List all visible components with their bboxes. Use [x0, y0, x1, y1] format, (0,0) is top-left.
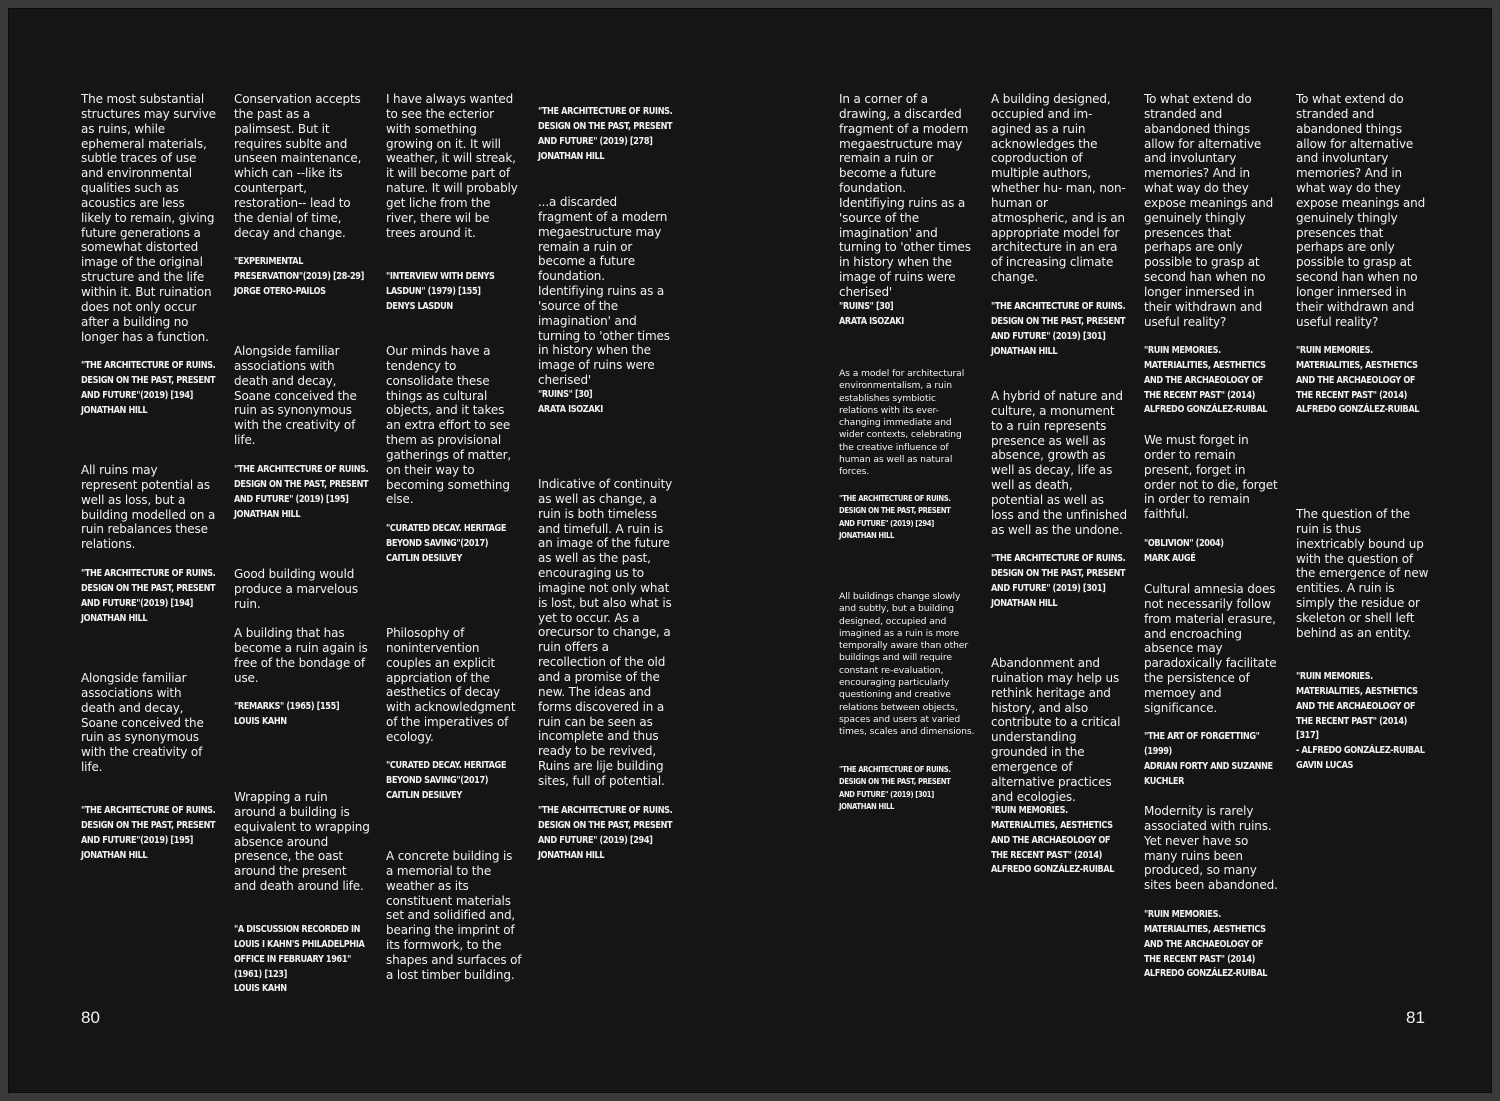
quote-text: In a corner of a drawing, a discarded fragment of a modern megaestructure may remain a ruin or become a future foundation. Identifiying ruins as a 'source of the imagination' and turning to 'other times in history when the image of ruins were cherised': [839, 92, 971, 299]
citation-source: "OBLIVION" (2004): [1144, 538, 1224, 549]
quote-text: To what extend do stranded and abandoned things allow for alternative and involuntary memories? And in what way do they expose meanings and genuinely thingly presences that perhaps are only possible to grasp at second han when no longer inmersed in their withdrawn and useful reality?: [1296, 92, 1426, 329]
quote-entry: [386, 344, 522, 507]
citation-author: - ALFREDO GONZÁLEZ-RUIBAL: [1296, 745, 1425, 757]
citation-source: "THE ARCHITECTURE OF RUINS. DESIGN ON THE PAST, PRESENT AND FUTURE" (2019) [301]: [991, 301, 1126, 342]
citation: [839, 764, 989, 813]
citation-author: CAITLIN DESILVEY: [386, 789, 462, 801]
quote-text: Alongside familiar associations with death and decay, Soane conceived the ruin as synonymous with the creativity of life.: [81, 671, 204, 775]
citation: [234, 700, 392, 730]
citation-author: ALFREDO GONZÁLEZ-RUIBAL: [991, 864, 1115, 876]
citation-author: LOUIS KAHN: [234, 983, 287, 995]
quote-entry: [991, 92, 1127, 285]
quote-entry: [1144, 582, 1280, 716]
quote-text: Indicative of continuity as well as change, a ruin is both timeless and timefull. A ruin is an image of the future as well as the past, encouraging us to imagine not only what is lost, but also what is yet to occur. As a orecursor to change, a ruin offers a recollection of the old and a promise of the new. The ideas and forms discovered in a ruin can be seen as incomplete and thus ready to be revived, Ruins are lije building sites, full of potential.: [538, 477, 673, 788]
citation-author: ADRIAN FORTY AND SUZANNE KUCHLER: [1144, 760, 1273, 787]
citation-source: "INTERVIEW WITH DENYS LASDUN" (1979) [155]: [386, 271, 495, 297]
citation-author: JONATHAN HILL: [538, 150, 605, 162]
citation-author: MARK AUGÉ: [1144, 552, 1196, 564]
citation: [538, 804, 696, 863]
quote-text: Philosophy of nonintervention couples an explicit apprciation of the aesthetics of decay with acknowledgment of the imperatives of ecology.: [386, 626, 516, 744]
quote-entry: [1296, 92, 1432, 330]
citation: [538, 388, 696, 418]
citation-source: "THE ARCHITECTURE OF RUINS. DESIGN ON THE PAST, PRESENT AND FUTURE" (2019) [294]: [839, 494, 951, 528]
quote-entry: [386, 92, 522, 240]
citation-source: "RUINS" [30]: [839, 301, 894, 312]
citation: [991, 804, 1149, 878]
citation-author: JONATHAN HILL: [839, 530, 894, 540]
citation-source: "A DISCUSSION RECORDED IN LOUIS I KAHN'S PHILADELPHIA OFFICE IN FEBRUARY 1961" (1961) [123]: [234, 924, 365, 980]
quote-entry: [81, 463, 217, 552]
citation-author: JONATHAN HILL: [81, 404, 148, 416]
citation-author: JONATHAN HILL: [81, 612, 148, 624]
citation-author: JORGE OTERO-PAILOS: [234, 285, 326, 297]
page-number-left: 80: [81, 1008, 100, 1027]
quote-text: Cultural amnesia does not necessarily follow from material erasure, and encroaching absence may paradoxically facilitate the persistence of memoey and significance.: [1144, 582, 1277, 715]
quote-entry: [1144, 433, 1280, 522]
citation-source: "THE ARCHITECTURE OF RUINS. DESIGN ON THE PAST, PRESENT AND FUTURE" (2019) [301]: [839, 765, 951, 799]
quote-entry: [991, 656, 1127, 804]
quote-entry: [839, 368, 975, 479]
quote-text: To what extend do stranded and abandoned things allow for alternative and involuntary memories? And in what way do they expose meanings and genuinely thingly presences that perhaps are only possible to grasp at second han when no longer inmersed in their withdrawn and useful reality?: [1144, 92, 1274, 329]
citation-source: "THE ARCHITECTURE OF RUINS. DESIGN ON THE PAST, PRESENT AND FUTURE"(2019) [195]: [81, 805, 216, 846]
quote-text: Alongside familiar associations with death and decay, Soane conceived the ruin as synonymous with the creativity of life.: [234, 344, 357, 448]
citation: [386, 759, 544, 804]
citation: [991, 552, 1149, 611]
citation-author: CAITLIN DESILVEY: [386, 552, 462, 564]
quote-text: Wrapping a ruin around a building is equivalent to wrapping absence around presence, the oast around the present and death around life.: [234, 790, 370, 894]
citation-author: DENYS LASDUN: [386, 300, 453, 312]
citation: [839, 300, 997, 330]
citation: [81, 567, 239, 626]
citation: [1296, 670, 1454, 774]
quote-entry: [839, 92, 975, 300]
citation: [538, 105, 696, 164]
citation: [386, 522, 544, 567]
citation-source: "THE ARCHITECTURE OF RUINS. DESIGN ON THE PAST, PRESENT AND FUTURE"(2019) [194]: [81, 568, 216, 609]
quote-text: As a model for architectural environmentalism, a ruin establishes symbiotic relations with its ever-changing immediate and wider contexts, celebrating the creative influence of human as well as natural forces.: [839, 368, 965, 478]
citation-author: JONATHAN HILL: [538, 849, 605, 861]
citation-source: "RUIN MEMORIES. MATERIALITIES, AESTHETICS AND THE ARCHAEOLOGY OF THE RECENT PAST" (2014): [1296, 345, 1418, 401]
quote-entry: [538, 195, 674, 388]
citation-source: "REMARKS" (1965) [155]: [234, 701, 340, 712]
citation: [386, 270, 544, 315]
citation-source: "CURATED DECAY. HERITAGE BEYOND SAVING"(2017): [386, 523, 507, 549]
citation-author: JONATHAN HILL: [234, 508, 301, 520]
citation-author: JONATHAN HILL: [81, 849, 148, 861]
quote-text: The question of the ruin is thus inextricably bound up with the question of the emergence of new entities. A ruin is simply the residue or skeleton or shell left behind as an entity.: [1296, 507, 1429, 640]
citation-source: "THE ARCHITECTURE OF RUINS. DESIGN ON THE PAST, PRESENT AND FUTURE"(2019) [194]: [81, 360, 216, 401]
citation-author: JONATHAN HILL: [839, 801, 894, 811]
quote-text: A building that has become a ruin again is free of the bondage of use.: [234, 626, 368, 685]
citation: [81, 804, 239, 863]
citation: [1296, 344, 1454, 418]
quote-text: Good building would produce a marvelous ruin.: [234, 567, 358, 611]
quote-entry: [81, 671, 217, 775]
quote-text: A hybrid of nature and culture, a monument to a ruin represents presence as well as absence, growth as well as decay, life as well as death, potential as well as loss and the unfinished as well as the undone.: [991, 389, 1128, 537]
citation-author: ARATA ISOZAKI: [839, 315, 904, 327]
citation: [1144, 344, 1302, 418]
citation-author: ARATA ISOZAKI: [538, 403, 603, 415]
quote-entry: [1144, 804, 1280, 893]
citation-source: "RUINS" [30]: [538, 389, 593, 400]
citation-source: "RUIN MEMORIES. MATERIALITIES, AESTHETICS AND THE ARCHAEOLOGY OF THE RECENT PAST" (2014) [317]: [1296, 671, 1418, 742]
quote-entry: [81, 92, 217, 344]
citation: [234, 463, 392, 522]
citation: [234, 923, 392, 997]
quote-entry: [991, 389, 1127, 537]
citation-source: "THE ARCHITECTURE OF RUINS. DESIGN ON THE PAST, PRESENT AND FUTURE" (2019) [278]: [538, 106, 673, 147]
quote-entry: [234, 626, 370, 685]
quote-entry: [234, 92, 370, 240]
quote-text: We must forget in order to remain present, forget in order not to die, forget in order to remain faithful.: [1144, 433, 1278, 522]
quote-entry: [234, 790, 370, 894]
quote-entry: [538, 477, 674, 789]
citation-source: "THE ARCHITECTURE OF RUINS. DESIGN ON THE PAST, PRESENT AND FUTURE" (2019) [294]: [538, 805, 673, 846]
citation: [234, 255, 392, 300]
citation: [1144, 537, 1302, 567]
quote-text: Abandonment and ruination may help us rethink heritage and history, and also contribute to a critical understanding grounded in the emergence of alternative practices and ecologies.: [991, 656, 1121, 804]
citation-author: ALFREDO GONZÁLEZ-RUIBAL: [1144, 968, 1268, 980]
quote-text: Conservation accepts the past as a palimsest. But it requires sublte and unseen maintenance, which can --like its counterpart, restoration-- lead to the denial of time, decay and change.: [234, 92, 362, 240]
citation: [1144, 730, 1302, 789]
citation-author: GAVIN LUCAS: [1296, 760, 1354, 772]
citation-source: "THE ART OF FORGETTING" (1999): [1144, 731, 1260, 757]
citation-source: "RUIN MEMORIES. MATERIALITIES, AESTHETICS AND THE ARCHAEOLOGY OF THE RECENT PAST" (2014): [1144, 345, 1266, 401]
quote-entry: [1144, 92, 1280, 330]
citation: [81, 359, 239, 418]
citation-source: "THE ARCHITECTURE OF RUINS. DESIGN ON THE PAST, PRESENT AND FUTURE" (2019) [301]: [991, 553, 1126, 594]
citation-author: LOUIS KAHN: [234, 715, 287, 727]
quote-text: The most substantial structures may survive as ruins, while ephemeral materials, subtle traces of use and environmental qualities such as acoustics are less likely to remain, giving future generations a somewhat distorted image of the original structure and the life within it. But ruination does not only occur after a building no longer has a function.: [81, 92, 216, 344]
citation: [1144, 908, 1302, 982]
citation-author: ALFREDO GONZÁLEZ-RUIBAL: [1144, 404, 1268, 416]
citation-author: JONATHAN HILL: [991, 345, 1058, 357]
quote-text: A building designed, occupied and im- agined as a ruin acknowledges the coproduction of multiple authors, whether hu- man, non-human or atmospheric, and is an appropriate model for architecture in an era of increasing climate change.: [991, 92, 1126, 285]
quote-entry: [386, 849, 522, 983]
quote-text: ...a discarded fragment of a modern megaestructure may remain a ruin or become a future foundation. Identifiying ruins as a 'source of the imagination' and turning to 'other times in history when the image of ruins were cherised': [538, 195, 670, 388]
quote-text: I have always wanted to see the ecterior with something growing on it. It will weather, it will streak, it will become part of nature. It will probably get liche from the river, there wil be trees around it.: [386, 92, 518, 240]
quote-entry: [234, 567, 370, 612]
quote-entry: [1296, 507, 1432, 641]
citation-author: ALFREDO GONZÁLEZ-RUIBAL: [1296, 404, 1420, 416]
quote-entry: [839, 591, 975, 739]
citation-author: JONATHAN HILL: [991, 597, 1058, 609]
citation-source: "CURATED DECAY. HERITAGE BEYOND SAVING"(2017): [386, 760, 507, 786]
citation-source: "RUIN MEMORIES. MATERIALITIES, AESTHETICS AND THE ARCHAEOLOGY OF THE RECENT PAST" (2014): [1144, 909, 1266, 965]
citation-source: "THE ARCHITECTURE OF RUINS. DESIGN ON THE PAST, PRESENT AND FUTURE" (2019) [195]: [234, 464, 369, 505]
page-number-right: 81: [1406, 1008, 1425, 1027]
citation-source: "EXPERIMENTAL PRESERVATION"(2019) [28-29]: [234, 256, 364, 282]
quote-text: All ruins may represent potential as well as loss, but a building modelled on a ruin rebalances these relations.: [81, 463, 216, 552]
quote-entry: [234, 344, 370, 448]
book-spread: [8, 8, 1492, 1093]
quote-text: A concrete building is a memorial to the weather as its constituent materials set and solidified and, bearing the imprint of its formwork, to the shapes and surfaces of a lost timber building.: [386, 849, 522, 982]
quote-text: All buildings change slowly and subtly, but a building designed, occupied and imagined as a ruin is more temporally aware than other buildings and will require constant re-evaluation, encouraging particularly questioning and creative relations between objects, spaces and users at varied times, scales and dimensions.: [839, 591, 975, 738]
citation-source: "RUIN MEMORIES. MATERIALITIES, AESTHETICS AND THE ARCHAEOLOGY OF THE RECENT PAST" (2014): [991, 805, 1113, 861]
quote-entry: [386, 626, 522, 745]
citation: [839, 493, 989, 542]
citation: [991, 300, 1149, 359]
quote-text: Modernity is rarely associated with ruins. Yet never have so many ruins been produced, so many sites been abandoned.: [1144, 804, 1278, 893]
quote-text: Our minds have a tendency to consolidate these things as cultural objects, and it takes an extra effort to see them as provisional gatherings of matter, on their way to becoming something else.: [386, 344, 512, 507]
